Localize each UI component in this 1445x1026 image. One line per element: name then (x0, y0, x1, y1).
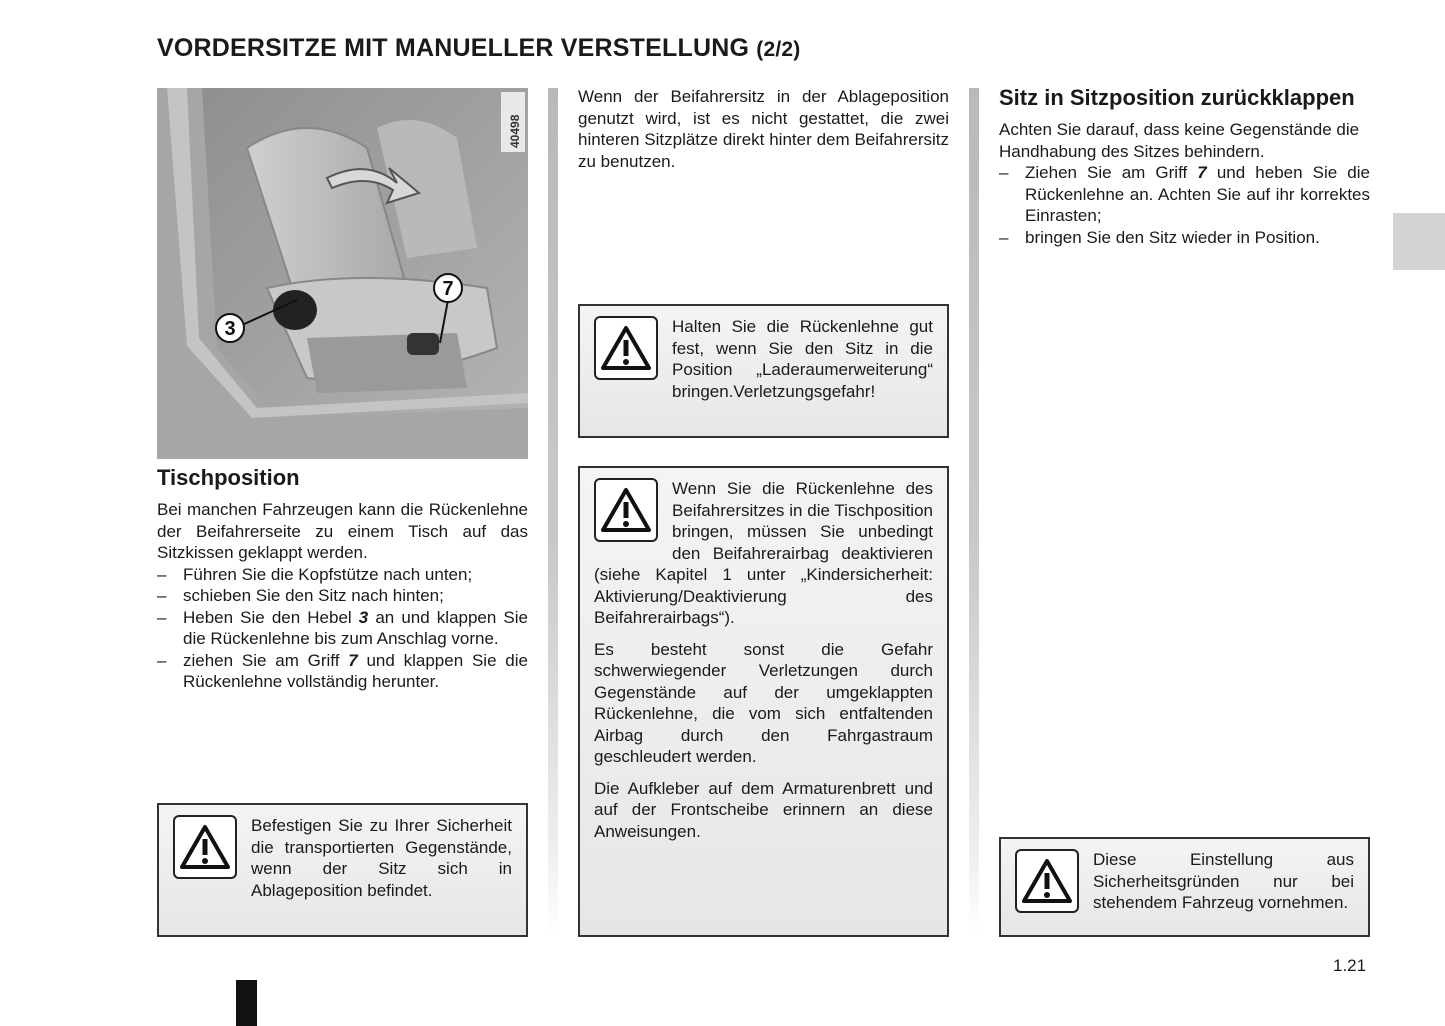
column-separator-left (548, 88, 558, 933)
step-text: Ziehen Sie am Griff (1025, 163, 1198, 182)
left-steps-list (157, 564, 528, 693)
warning-box-middle-2 (578, 466, 949, 937)
section-heading-sitzposition: Sitz in Sitzposition zurückklappen (999, 85, 1355, 110)
warning-text-p2: Es besteht sonst die Gefahr schwerwiegender Verletzungen durch Gegenstände auf der umgeklappten Rückenlehne, die vom sich entfaltenden Airbag durch den Fahrgastraum geschleudert werden. (594, 639, 933, 766)
warning-triangle-icon (173, 815, 237, 879)
right-intro: Achten Sie darauf, dass keine Gegenstände die Handhabung des Sitzes behindern. (999, 120, 1360, 161)
warning-triangle-icon (1015, 849, 1079, 913)
lever-ref: 3 (358, 607, 369, 627)
list-item (157, 585, 528, 607)
chapter-tab-marker (1393, 213, 1445, 270)
list-item (999, 227, 1370, 249)
page-title (157, 34, 800, 63)
warning-text-p3: Die Aufkleber auf dem Armaturenbrett und auf der Frontscheibe erinnern an diese Anweisungen. (594, 778, 933, 841)
warning-text: Diese Einstellung aus Sicherheitsgründen nur bei stehendem Fahrzeug vornehmen. (1093, 850, 1354, 912)
section-heading-tischposition: Tischposition (157, 465, 300, 490)
callout-7: 7 (442, 278, 454, 300)
warning-triangle-icon (594, 478, 658, 542)
list-item (157, 650, 528, 693)
warning-text: Halten Sie die Rückenlehne gut fest, wenn Sie den Sitz in die Position „Laderaumerweiterung“ bringen.Verletzungsgefahr! (672, 317, 933, 401)
callout-3: 3 (224, 318, 236, 340)
page-title-suffix: (2/2) (756, 38, 801, 61)
page-number: 1.21 (1333, 956, 1367, 975)
step-text: Führen Sie die Kopfstütze nach unten; (183, 564, 473, 584)
middle-intro: Wenn der Beifahrersitz in der Ablageposition genutzt wird, ist es nicht gestattet, die zwei hinteren Sitzplätze direkt hinter dem Beifahrersitz zu benutzen. (578, 87, 949, 171)
warning-box-left (157, 803, 528, 937)
step-text: bringen Sie den Sitz wieder in Position. (1025, 227, 1320, 247)
step-text: und heben Sie die Rückenlehne an. Achten Sie auf ihr korrektes Einrasten; (1025, 163, 1370, 225)
figure-ref-number: 40498 (508, 114, 522, 148)
column-separator-right (969, 88, 979, 933)
seat-illustration-icon (157, 88, 528, 459)
handle-ref: 7 (348, 650, 358, 670)
list-item (999, 162, 1370, 227)
step-text: Heben Sie den Hebel (183, 607, 359, 627)
warning-box-right (999, 837, 1370, 937)
left-intro: Bei manchen Fahrzeugen kann die Rückenlehne der Beifahrerseite zu einem Tisch auf das Sitzkissen geklappt werden. (157, 500, 528, 562)
warning-box-middle-1 (578, 304, 949, 438)
handle-ref: 7 (1197, 163, 1207, 182)
warning-triangle-icon (594, 316, 658, 380)
list-item (157, 607, 528, 650)
right-column (999, 85, 1370, 248)
list-item (157, 564, 528, 586)
left-column (157, 465, 528, 693)
step-text: an und klappen Sie die Rückenlehne bis zum Anschlag vorne. (183, 607, 528, 648)
step-text: ziehen Sie am Griff (183, 650, 349, 670)
seat-illustration-figure (157, 88, 528, 459)
page-title-text: VORDERSITZE MIT MANUELLER VERSTELLUNG (157, 34, 750, 62)
right-steps-list (999, 162, 1370, 248)
step-text: und klappen Sie die Rückenlehne vollständig herunter. (183, 650, 528, 691)
page-edge-marker (236, 980, 257, 1026)
warning-text-p1: Wenn Sie die Rückenlehne des Beifahrersitzes in die Tischposition bringen, müssen Sie unbedingt den Beifahrerairbag deaktivieren (siehe Kapitel 1 unter „Kindersicherheit: Aktivierung/Deaktivierung des Beifahrerairbags“). (594, 479, 933, 627)
warning-text: Befestigen Sie zu Ihrer Sicherheit die transportierten Gegenstände, wenn der Sitz sich in Ablageposition befindet. (251, 816, 512, 900)
step-text: schieben Sie den Sitz nach hinten; (183, 586, 444, 605)
